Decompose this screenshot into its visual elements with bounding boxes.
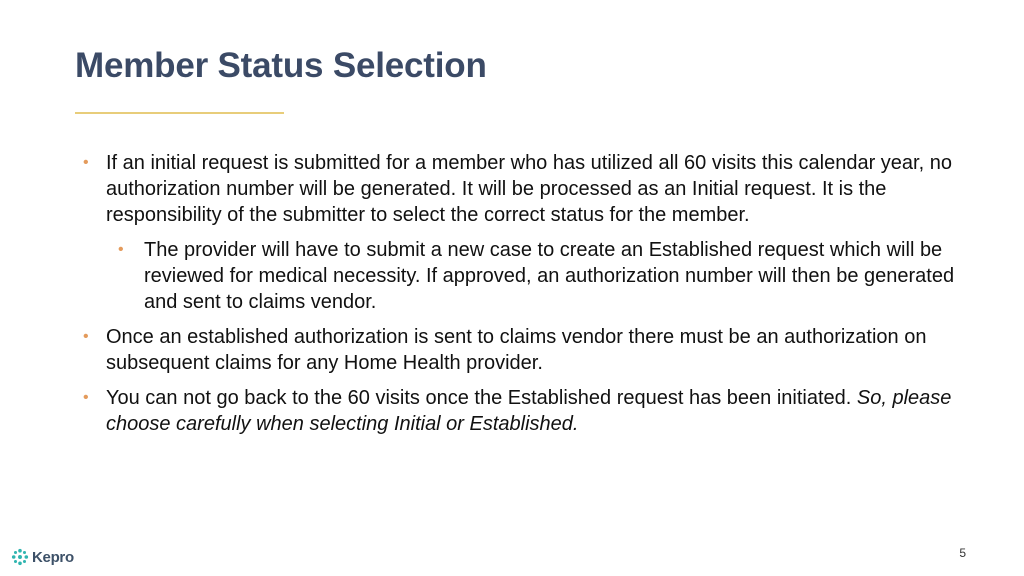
bullet-text: Once an established authorization is sent to claims vendor there must be an authorization on subsequent claims for any Home Health provider.	[106, 326, 927, 374]
bullet-dot: •	[83, 389, 89, 406]
bullet-list	[80, 150, 960, 446]
title-underline	[75, 112, 284, 114]
bullet-item	[80, 385, 960, 437]
slide-title: Member Status Selection	[75, 46, 487, 85]
bullet-dot: •	[83, 154, 89, 171]
kepro-logo	[11, 546, 74, 568]
bullet-item	[80, 324, 960, 376]
sub-bullet-list	[106, 237, 960, 315]
sub-bullet-text: The provider will have to submit a new case to create an Established request which will be reviewed for medical necessity. If approved, an authorization number will then be generated and sent to claims vendor.	[144, 239, 955, 313]
bullet-item	[80, 150, 960, 315]
page-number: 5	[959, 546, 966, 560]
sub-bullet-item	[106, 237, 960, 315]
bullet-dot: •	[83, 328, 89, 345]
emphasis-text: So, please choose carefully when selecting Initial or Established.	[106, 387, 952, 435]
logo-text: Kepro	[32, 548, 74, 566]
bullet-dot: •	[118, 241, 124, 258]
kepro-star-icon	[11, 548, 29, 566]
bullet-text: You can not go back to the 60 visits once the Established request has been initiated.	[106, 387, 852, 409]
bullet-text: If an initial request is submitted for a member who has utilized all 60 visits this calendar year, no authorization number will be generated. It will be processed as an Initial request. It is the responsibility of the submitter to select the correct status for the member.	[106, 152, 952, 226]
